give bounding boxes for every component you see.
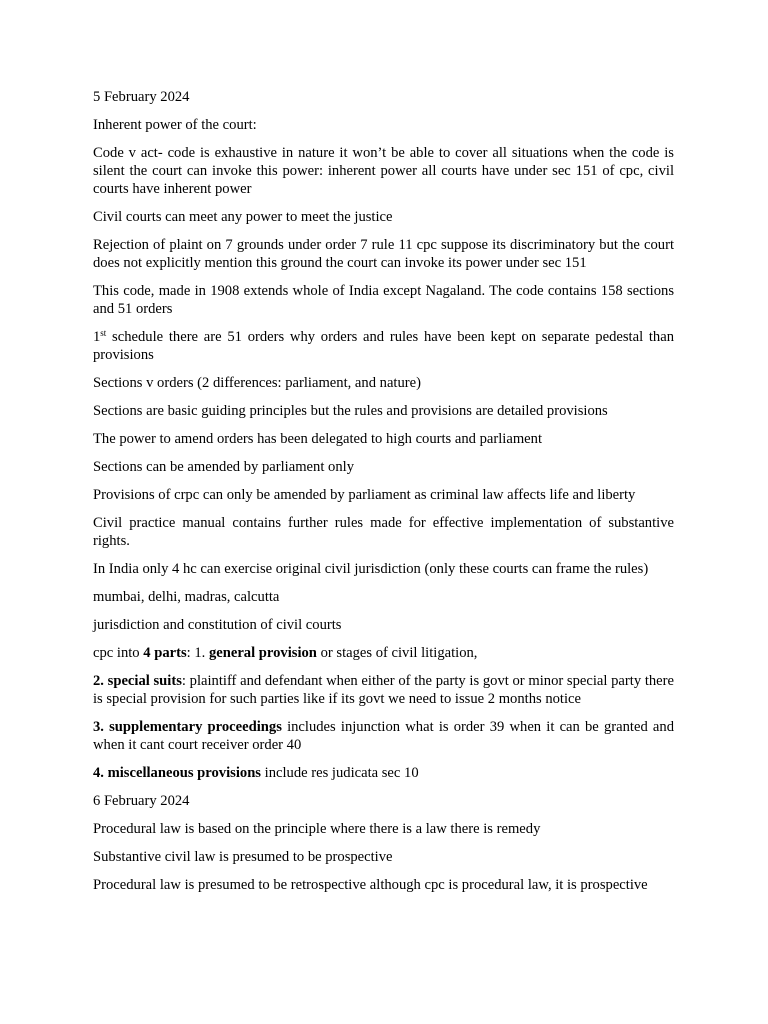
paragraph: Civil practice manual contains further rules made for effective implementation of substantive rights. [93,515,674,549]
paragraph [93,718,674,754]
paragraph: Sections v orders (2 differences: parliament, and nature) [93,375,421,391]
paragraph [93,764,674,782]
paragraph: Rejection of plaint on 7 grounds under order 7 rule 11 cpc suppose its discriminatory but the court does not explicitly mention this ground the court can invoke its power under sec 151 [93,237,674,271]
text: or stages of civil litigation, [316,645,478,661]
paragraph: In India only 4 hc can exercise original civil jurisdiction (only these courts can frame the rules) [93,561,649,577]
bold-text: 2. special suits [93,673,182,689]
paragraph: This code, made in 1908 extends whole of India except Nagaland. The code contains 158 sections and 51 orders [93,283,674,317]
text: : 1. [186,645,209,661]
date-heading: 5 February 2024 [93,89,190,105]
document-page [93,88,674,904]
paragraph [93,644,674,662]
paragraph: Sections are basic guiding principles but the rules and provisions are detailed provisions [93,403,608,419]
paragraph: The power to amend orders has been delegated to high courts and parliament [93,431,543,447]
text: include res judicata sec 10 [261,765,419,781]
paragraph: Sections can be amended by parliament only [93,459,354,475]
ordinal-number: 1 [93,329,101,345]
paragraph: Procedural law is based on the principle where there is a law there is remedy [93,821,541,837]
ordinal-suffix: st [100,328,107,338]
paragraph: Civil courts can meet any power to meet the justice [93,209,393,225]
paragraph: Code v act- code is exhaustive in nature it won’t be able to cover all situations when the code is silent the court can invoke this power: inherent power all courts have under sec 151 of cpc, civil courts have inherent power [93,145,674,197]
paragraph [93,672,674,708]
paragraph: mumbai, delhi, madras, calcutta [93,589,280,605]
bold-text: 3. supplementary proceedings [93,719,282,735]
paragraph: jurisdiction and constitution of civil courts [93,617,342,633]
paragraph-text: schedule there are 51 orders why orders and rules have been kept on separate pedestal than provisions [93,329,674,363]
paragraph: Procedural law is presumed to be retrospective although cpc is procedural law, it is prospective [93,877,648,893]
paragraph: Provisions of crpc can only be amended by parliament as criminal law affects life and liberty [93,487,636,503]
text: : plaintiff and defendant when either of the party is govt or minor special party there is special provision for such parties like if its govt we need to issue 2 months notice [93,673,674,707]
text: cpc into [93,645,144,661]
bold-text: 4. miscellaneous provisions [93,765,261,781]
bold-text: 4 parts [143,645,187,661]
paragraph: Substantive civil law is presumed to be prospective [93,849,393,865]
paragraph [93,328,674,364]
text: includes injunction what is order 39 when it can be granted and when it cant court receiver order 40 [93,719,674,753]
section-heading: Inherent power of the court: [93,117,257,133]
date-heading: 6 February 2024 [93,793,190,809]
bold-text: general provision [208,645,317,661]
